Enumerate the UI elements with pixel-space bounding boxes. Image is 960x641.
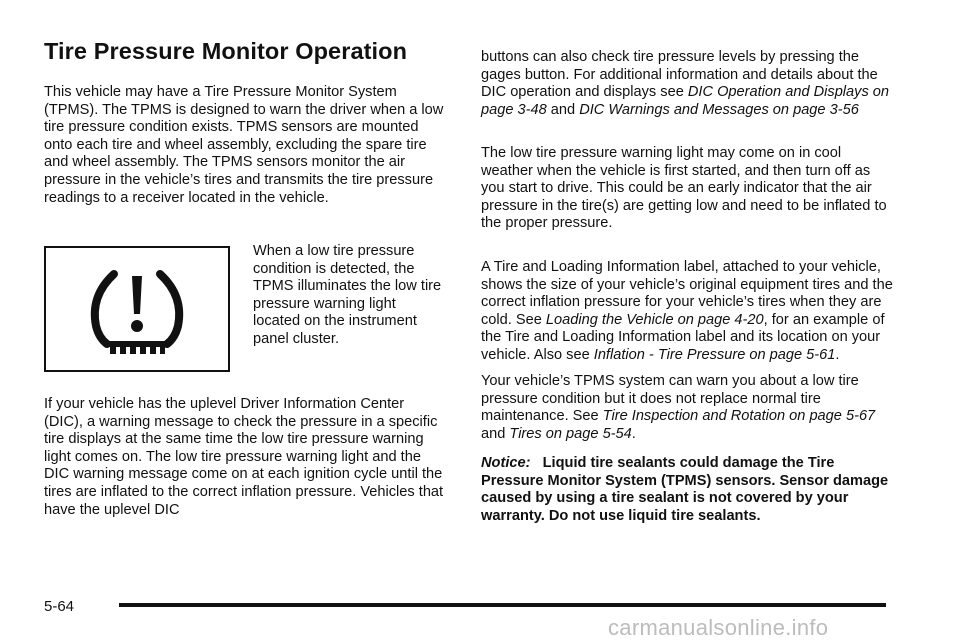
- figure-caption: When a low tire pressure condition is detected, the TPMS illuminates the low tire pressure warning light located on the instrument panel cluster.: [253, 243, 442, 347]
- cross-reference-loading: Loading the Vehicle on page 4-20: [545, 311, 764, 328]
- text-run: .: [835, 346, 840, 363]
- dic-continued-paragraph: [481, 49, 893, 119]
- text-run: .: [631, 425, 636, 442]
- tire-label-paragraph: [481, 259, 893, 365]
- cross-reference-dic-warnings: DIC Warnings and Messages on page 3-56: [579, 101, 859, 118]
- text-run: and: [546, 101, 580, 118]
- footer-rule: [119, 603, 886, 607]
- tpms-warning-figure: [44, 246, 230, 372]
- intro-paragraph: This vehicle may have a Tire Pressure Monitor System (TPMS). The TPMS is designed to warn the driver when a low tire pressure condition exists. TPMS sensors are mounted onto each tire and wheel assembly, excluding the spare tire and wheel assembly. The TPMS sensors monitor the air pressure in the vehicle’s tires and transmits the tire pressure readings to a receiver located in the vehicle.: [44, 84, 444, 206]
- text-run: , for an example of the Tire and Loading Information label and its location on your vehicle. Also see: [481, 311, 885, 363]
- notice-paragraph: [481, 455, 893, 525]
- page-number: 5-64: [44, 598, 75, 615]
- cross-reference-inspection: Tire Inspection and Rotation on page 5-67: [602, 408, 876, 425]
- notice-label: Notice:: [481, 455, 531, 471]
- maintenance-paragraph: [481, 373, 893, 443]
- cross-reference-tires: Tires on page 5-54: [509, 425, 632, 442]
- page-title: Tire Pressure Monitor Operation: [44, 38, 408, 64]
- tire-pressure-warning-icon: [46, 248, 228, 370]
- cross-reference-inflation: Inflation - Tire Pressure on page 5-61: [593, 346, 836, 363]
- notice-text: Liquid tire sealants could damage the Tire Pressure Monitor System (TPMS) sensors. Sensor damage caused by using a tire sealant is not covered by your warranty. Do not use liquid tire sealants.: [481, 455, 889, 524]
- text-run: and: [481, 425, 510, 442]
- text-run: buttons can also check tire pressure levels by pressing the gages button. For additional information and details about the DIC operation and displays see: [481, 49, 878, 101]
- text-run: A Tire and Loading Information label, attached to your vehicle, shows the size of your vehicle’s original equipment tires and the correct inflation pressure for your vehicle’s tires when they are cold. See: [481, 259, 893, 328]
- dic-paragraph: If your vehicle has the uplevel Driver Information Center (DIC), a warning message to check the pressure in a specific tire displays at the same time the low tire pressure warning light comes on. The low tire pressure warning light and the DIC warning message come on at each ignition cycle until the tires are inflated to the correct inflation pressure. Vehicles that have the uplevel DIC: [44, 396, 444, 518]
- cool-weather-paragraph: The low tire pressure warning light may come on in cool weather when the vehicle is first started, and then turn off as you start to drive. This could be an early indicator that the air pressure in the tire(s) are getting low and need to be inflated to the proper pressure.: [481, 145, 887, 232]
- watermark: carmanualsonline.info: [608, 615, 829, 640]
- text-run: Your vehicle’s TPMS system can warn you about a low tire pressure condition but it does not replace normal tire maintenance. See: [481, 373, 859, 425]
- cross-reference-dic-operation: DIC Operation and Displays on page 3-48: [481, 84, 890, 118]
